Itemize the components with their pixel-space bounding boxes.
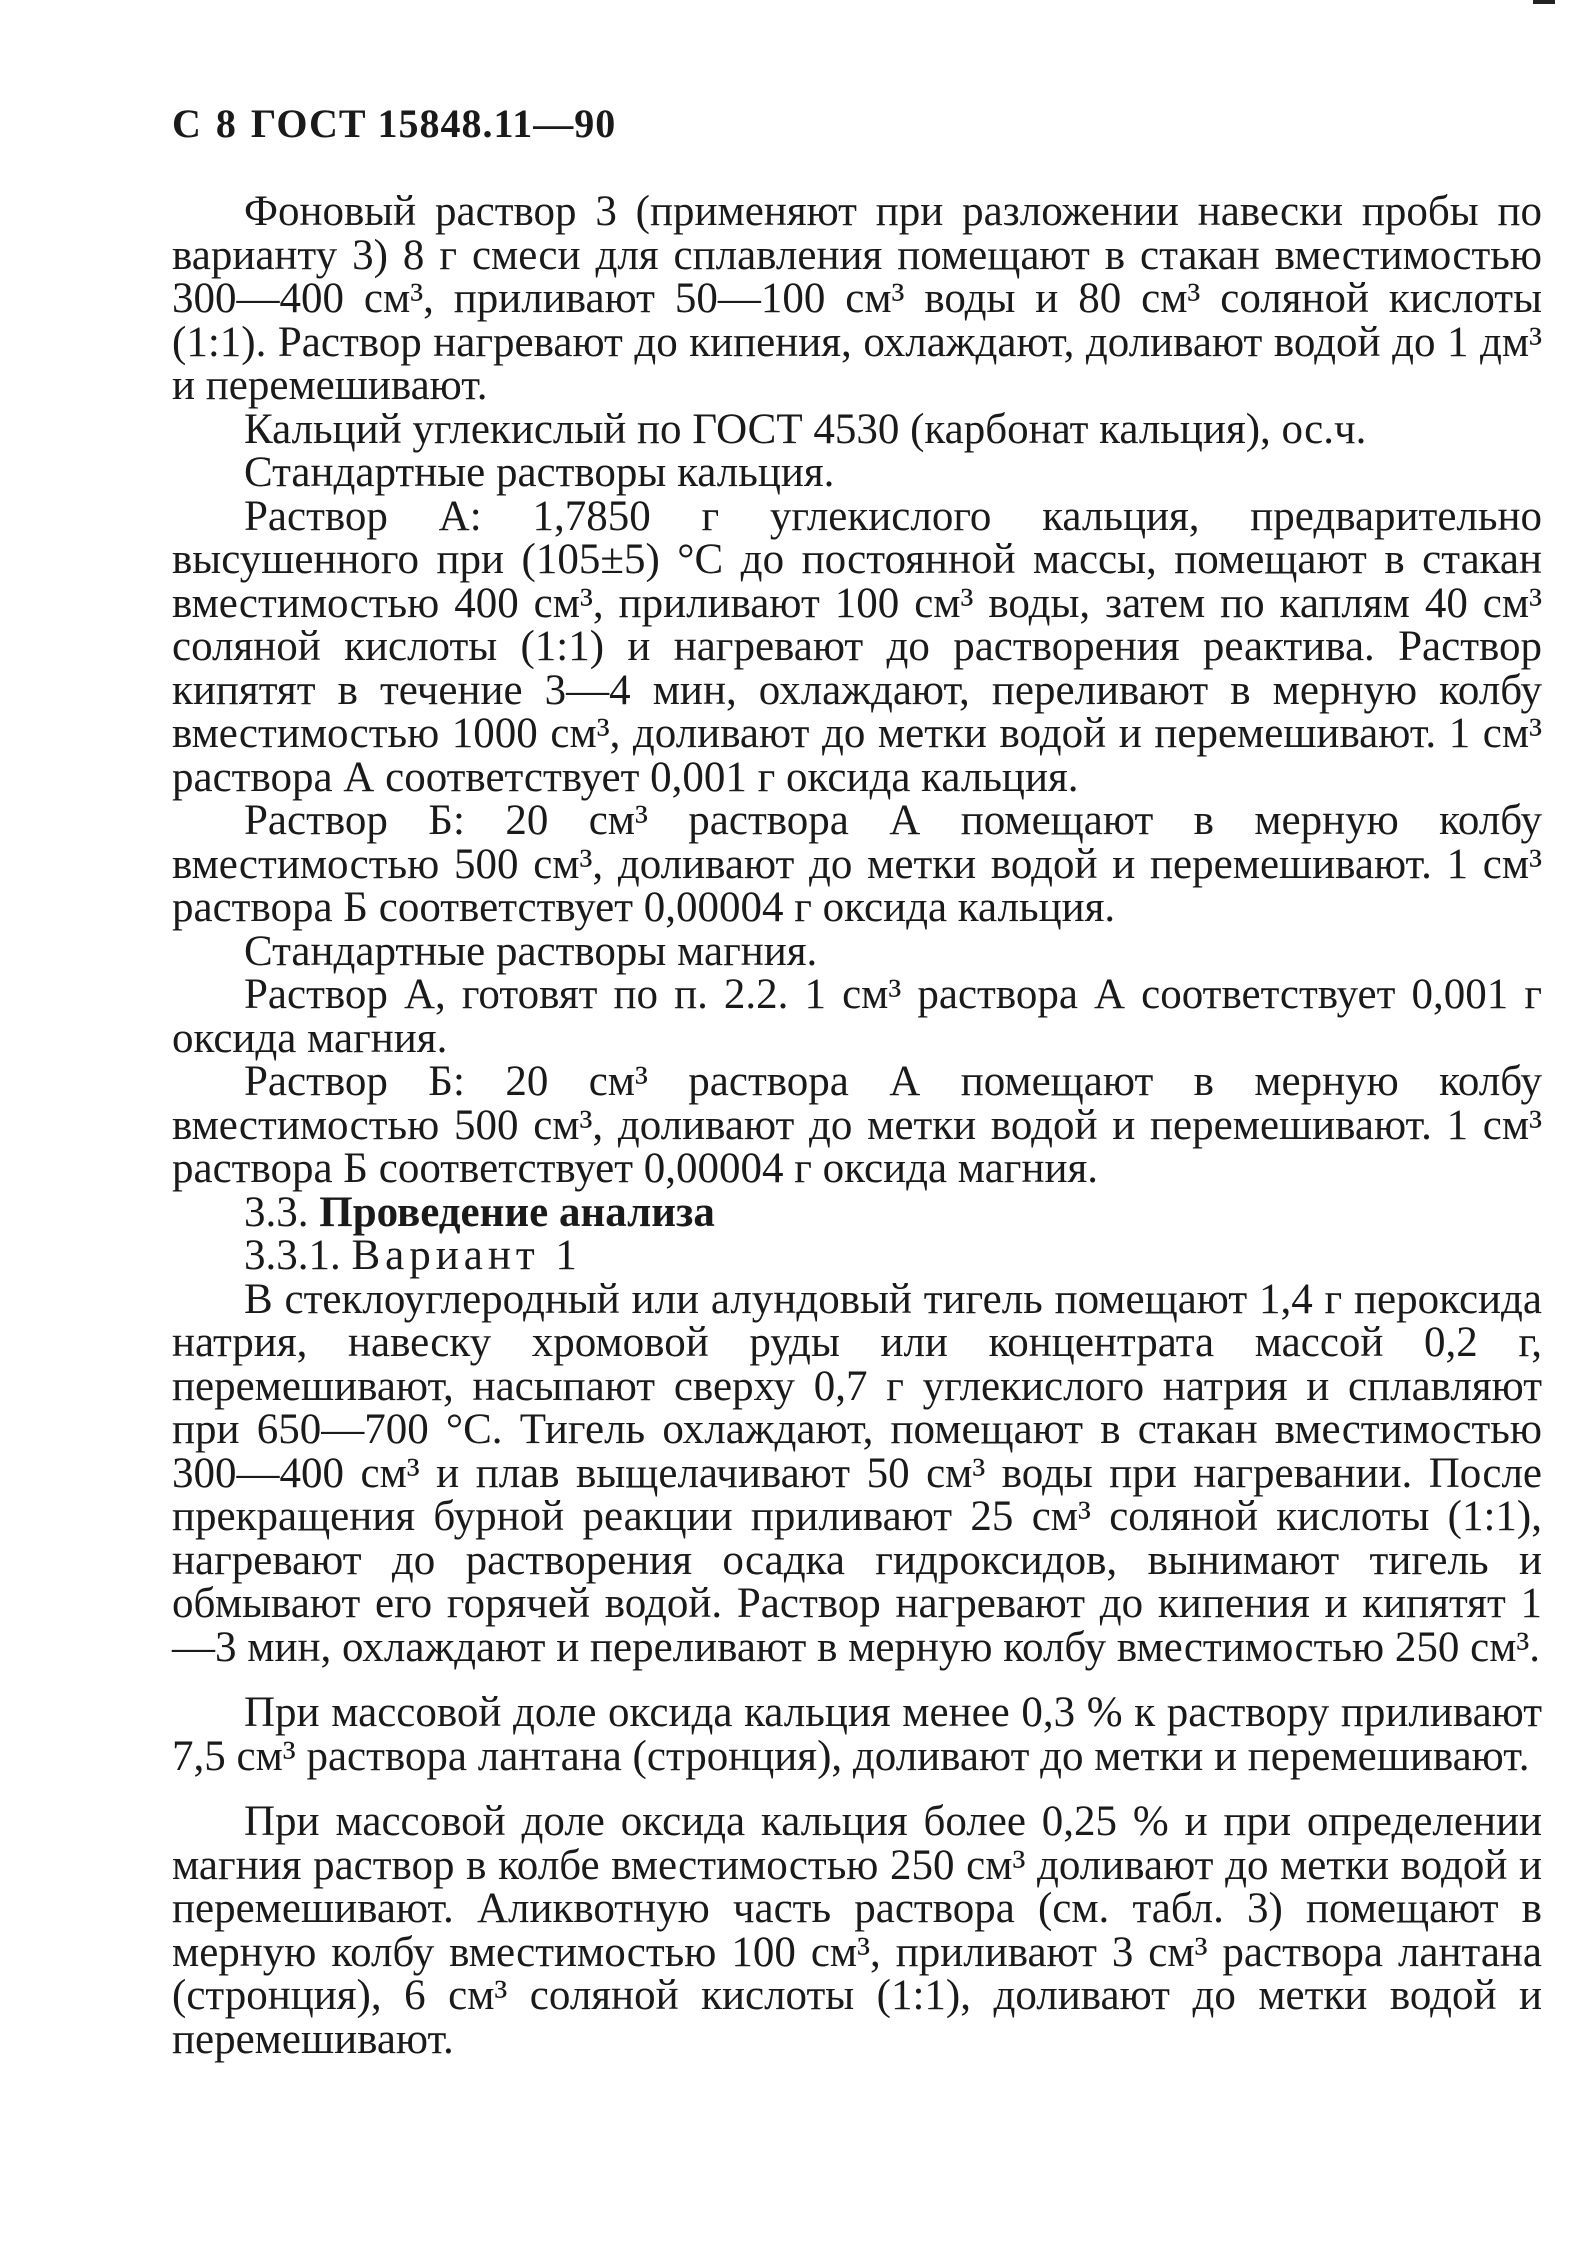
subsection-title: Вариант 1 [351, 1232, 582, 1279]
paragraph-magnesium-solution-a: Раствор А, готовят по п. 2.2. 1 см³ раствора А соответствует 0,001 г оксида магния. [172, 971, 1542, 1062]
section-heading-3-3 [172, 1188, 1542, 1236]
paragraph-calcium-standards: Стандартные растворы кальция. [244, 449, 835, 496]
page-header [172, 100, 616, 147]
document-body [172, 190, 1542, 2061]
section-heading-3-3-1 [172, 1234, 1542, 1278]
section-number: 3.3. [244, 1188, 309, 1236]
page-edge-mark [1533, 0, 1555, 4]
page-letter: С [172, 101, 202, 146]
paragraph-low-calcium: При массовой доле оксида кальция менее 0,3 % к раствору приливают 7,5 см³ раствора лантана (стронция), доливают до метки и перемешивают. [172, 1689, 1542, 1780]
section-title: Проведение анализа [319, 1188, 715, 1236]
paragraph-calcium-carbonate: Кальций углекислый по ГОСТ 4530 (карбонат кальция), ос.ч. [244, 405, 1367, 453]
subsection-number: 3.3.1. [244, 1232, 341, 1279]
paragraph-background-solution: Фоновый раствор 3 (применяют при разложении навески пробы по варианту 3) 8 г смеси для сплавления помещают в стакан вместимостью 300—400 см³, приливают 50—100 см³ воды и 80 см³ соляной кислоты (1:1). Раствор нагревают до кипения, охлаждают, доливают водой до 1 дм³ и перемешивают. [172, 188, 1542, 409]
paragraph-high-calcium-magnesium: При массовой доле оксида кальция более 0,25 % и при определении магния раствор в колбе вместимостью 250 см³ доливают до метки водой и перемешивают. Аликвотную часть раствора (см. табл. 3) помещают в мерную колбу вместимостью 100 см³, приливают 3 см³ раствора лантана (стронция), 6 см³ соляной кислоты (1:1), доливают до метки водой и перемешивают. [172, 1798, 1542, 2063]
paragraph-variant-1-procedure: В стеклоуглеродный или алундовый тигель помещают 1,4 г пероксида натрия, навеску хромовой руды или концентрата массой 0,2 г, перемешивают, насыпают сверху 0,7 г углекислого натрия и сплавляют при 650—700 °С. Тигель охлаждают, помещают в стакан вместимостью 300—400 см³ и плав выщелачивают 50 см³ воды при нагревании. После прекращения бурной реакции приливают 25 см³ соляной кислоты (1:1), нагревают до растворения осадка гидроксидов, вынимают тигель и обмывают его горячей водой. Раствор нагревают до кипения и кипятят 1—3 мин, охлаждают и переливают в мерную колбу вместимостью 250 см³. [172, 1275, 1542, 1671]
paragraph-calcium-solution-b: Раствор Б: 20 см³ раствора А помещают в мерную колбу вместимостью 500 см³, доливают до метки водой и перемешивают. 1 см³ раствора Б соответствует 0,00004 г оксида кальция. [172, 797, 1542, 931]
paragraph-calcium-solution-a: Раствор А: 1,7850 г углекислого кальция, предварительно высушенного при (105±5) °С до постоянной массы, помещают в стакан вместимостью 400 см³, приливают 100 см³ воды, затем по каплям 40 см³ соляной кислоты (1:1) и нагревают до растворения реактива. Раствор кипятят в течение 3—4 мин, охлаждают, переливают в мерную колбу вместимостью 1000 см³, доливают до метки водой и перемешивают. 1 см³ раствора А соответствует 0,001 г оксида кальция. [172, 492, 1542, 801]
standard-code: ГОСТ 15848.11—90 [250, 101, 617, 146]
page-number: 8 [215, 101, 237, 146]
paragraph-magnesium-solution-b: Раствор Б: 20 см³ раствора А помещают в мерную колбу вместимостью 500 см³, доливают до метки водой и перемешивают. 1 см³ раствора Б соответствует 0,00004 г оксида магния. [172, 1058, 1542, 1192]
paragraph-magnesium-standards: Стандартные растворы магния. [244, 927, 818, 975]
